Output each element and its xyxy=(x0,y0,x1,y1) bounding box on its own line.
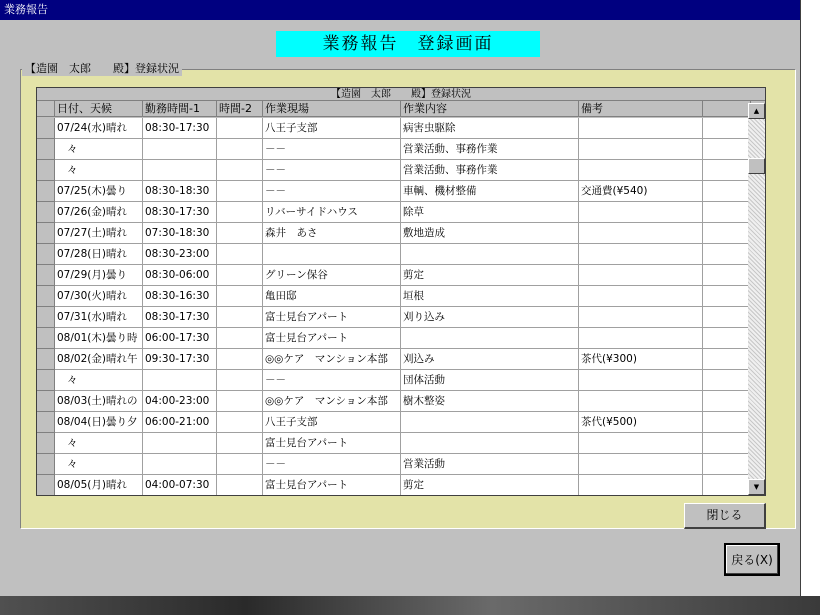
row-work-content-cell[interactable]: 営業活動、事務作業 xyxy=(401,139,579,160)
table-row[interactable] xyxy=(37,307,751,328)
row-work-site-cell[interactable]: 富士見台アパート xyxy=(263,475,401,496)
row-time-2-cell[interactable] xyxy=(217,370,263,391)
row-selector[interactable] xyxy=(37,433,55,454)
row-date-weather-cell[interactable]: 々 xyxy=(55,433,143,454)
row-selector[interactable] xyxy=(37,286,55,307)
row-work-time-1-cell[interactable]: 04:00-23:00 xyxy=(143,391,217,412)
row-selector[interactable] xyxy=(37,412,55,433)
column-header-blank xyxy=(703,101,751,117)
row-time-2-cell[interactable] xyxy=(217,454,263,475)
row-remarks-cell[interactable] xyxy=(579,433,703,454)
row-remarks-cell[interactable] xyxy=(579,265,703,286)
row-date-weather-cell[interactable]: 07/30(火)晴れ xyxy=(55,286,143,307)
desktop-background-right xyxy=(801,0,820,596)
report-grid[interactable] xyxy=(36,87,766,496)
row-blank-cell xyxy=(703,412,751,433)
row-date-weather-cell[interactable]: 07/28(日)晴れ xyxy=(55,244,143,265)
row-date-weather-cell[interactable]: 07/26(金)晴れ xyxy=(55,202,143,223)
group-label: 【造園 太郎 殿】登録状況 xyxy=(22,62,182,76)
row-remarks-cell[interactable]: 茶代(¥300) xyxy=(579,349,703,370)
row-date-weather-cell[interactable]: 々 xyxy=(55,454,143,475)
back-button[interactable]: 戻る(X) xyxy=(724,543,780,576)
row-work-time-1-cell[interactable]: 07:30-18:30 xyxy=(143,223,217,244)
row-time-2-cell[interactable] xyxy=(217,265,263,286)
row-date-weather-cell[interactable]: 08/02(金)晴れ午 xyxy=(55,349,143,370)
row-remarks-cell[interactable] xyxy=(579,118,703,139)
row-blank-cell xyxy=(703,265,751,286)
row-blank-cell xyxy=(703,454,751,475)
scrollbar-thumb[interactable] xyxy=(748,158,765,174)
row-work-site-cell[interactable]: 森井 あさ xyxy=(263,223,401,244)
row-blank-cell xyxy=(703,475,751,496)
row-blank-cell xyxy=(703,244,751,265)
row-time-2-cell[interactable] xyxy=(217,244,263,265)
row-work-site-cell[interactable]: 富士見台アパート xyxy=(263,433,401,454)
row-work-time-1-cell[interactable]: 08:30-17:30 xyxy=(143,307,217,328)
row-blank-cell xyxy=(703,286,751,307)
row-time-2-cell[interactable] xyxy=(217,202,263,223)
grid-caption: 【造園 太郎 殿】登録状況 xyxy=(37,88,765,101)
row-work-content-cell[interactable]: 営業活動 xyxy=(401,454,579,475)
row-work-content-cell[interactable]: 垣根 xyxy=(401,286,579,307)
row-time-2-cell[interactable] xyxy=(217,475,263,496)
row-work-site-cell[interactable]: －－ xyxy=(263,160,401,181)
row-selector[interactable] xyxy=(37,118,55,139)
table-row[interactable] xyxy=(37,433,751,454)
row-blank-cell xyxy=(703,349,751,370)
row-selector[interactable] xyxy=(37,391,55,412)
row-work-content-cell[interactable]: 刈り込み xyxy=(401,307,579,328)
row-work-content-cell[interactable]: 車輌、機材整備 xyxy=(401,181,579,202)
row-work-time-1-cell[interactable]: 04:00-07:30 xyxy=(143,475,217,496)
table-row[interactable] xyxy=(37,475,751,496)
row-time-2-cell[interactable] xyxy=(217,160,263,181)
row-remarks-cell[interactable] xyxy=(579,454,703,475)
table-row[interactable] xyxy=(37,160,751,181)
row-work-content-cell[interactable]: 敷地造成 xyxy=(401,223,579,244)
row-selector[interactable] xyxy=(37,349,55,370)
vertical-scrollbar[interactable] xyxy=(748,103,765,495)
row-remarks-cell[interactable] xyxy=(579,139,703,160)
row-work-time-1-cell[interactable] xyxy=(143,433,217,454)
row-time-2-cell[interactable] xyxy=(217,223,263,244)
row-blank-cell xyxy=(703,202,751,223)
row-remarks-cell[interactable] xyxy=(579,160,703,181)
table-row[interactable] xyxy=(37,349,751,370)
row-work-content-cell[interactable]: 樹木整姿 xyxy=(401,391,579,412)
row-date-weather-cell[interactable]: 08/03(土)晴れの xyxy=(55,391,143,412)
row-selector[interactable] xyxy=(37,181,55,202)
row-work-site-cell[interactable]: －－ xyxy=(263,370,401,391)
row-time-2-cell[interactable] xyxy=(217,181,263,202)
row-time-2-cell[interactable] xyxy=(217,328,263,349)
row-work-content-cell[interactable]: 剪定 xyxy=(401,265,579,286)
row-selector[interactable] xyxy=(37,202,55,223)
row-selector[interactable] xyxy=(37,160,55,181)
row-remarks-cell[interactable]: 茶代(¥500) xyxy=(579,412,703,433)
column-header-remarks[interactable]: 備考 xyxy=(579,101,703,117)
row-work-content-cell[interactable]: 刈込み xyxy=(401,349,579,370)
row-blank-cell xyxy=(703,307,751,328)
grid-header-row xyxy=(37,101,751,117)
row-time-2-cell[interactable] xyxy=(217,139,263,160)
row-blank-cell xyxy=(703,391,751,412)
row-work-content-cell[interactable]: 病害虫駆除 xyxy=(401,118,579,139)
row-time-2-cell[interactable] xyxy=(217,433,263,454)
table-row[interactable] xyxy=(37,265,751,286)
row-work-content-cell[interactable] xyxy=(401,433,579,454)
row-work-time-1-cell[interactable]: 08:30-17:30 xyxy=(143,202,217,223)
row-date-weather-cell[interactable]: 07/29(月)曇り xyxy=(55,265,143,286)
row-work-time-1-cell[interactable]: 08:30-16:30 xyxy=(143,286,217,307)
row-work-site-cell[interactable]: －－ xyxy=(263,139,401,160)
row-date-weather-cell[interactable]: 08/05(月)晴れ xyxy=(55,475,143,496)
row-work-site-cell[interactable]: －－ xyxy=(263,454,401,475)
row-work-time-1-cell[interactable]: 08:30-17:30 xyxy=(143,118,217,139)
row-work-site-cell[interactable]: 亀田邸 xyxy=(263,286,401,307)
row-work-site-cell[interactable]: ◎◎ケア マンション本部 xyxy=(263,391,401,412)
scroll-up-arrow-icon[interactable]: ▲ xyxy=(748,103,765,119)
row-time-2-cell[interactable] xyxy=(217,118,263,139)
row-date-weather-cell[interactable]: 々 xyxy=(55,139,143,160)
row-blank-cell xyxy=(703,181,751,202)
column-header-time-2[interactable]: 時間-2 xyxy=(217,101,263,117)
table-row[interactable] xyxy=(37,370,751,391)
row-selector[interactable] xyxy=(37,328,55,349)
row-date-weather-cell[interactable]: 08/04(日)曇り夕 xyxy=(55,412,143,433)
row-blank-cell xyxy=(703,139,751,160)
table-row[interactable] xyxy=(37,412,751,433)
row-selector[interactable] xyxy=(37,370,55,391)
row-work-site-cell[interactable]: グリーン保谷 xyxy=(263,265,401,286)
row-selector[interactable] xyxy=(37,265,55,286)
row-remarks-cell[interactable] xyxy=(579,307,703,328)
row-work-content-cell[interactable] xyxy=(401,244,579,265)
row-work-site-cell[interactable]: 富士見台アパート xyxy=(263,307,401,328)
row-remarks-cell[interactable] xyxy=(579,475,703,496)
table-row[interactable] xyxy=(37,391,751,412)
row-work-content-cell[interactable] xyxy=(401,412,579,433)
row-selector[interactable] xyxy=(37,139,55,160)
row-blank-cell xyxy=(703,160,751,181)
table-row[interactable] xyxy=(37,139,751,160)
row-work-content-cell[interactable]: 除草 xyxy=(401,202,579,223)
row-remarks-cell[interactable] xyxy=(579,202,703,223)
row-selector[interactable] xyxy=(37,223,55,244)
row-selector[interactable] xyxy=(37,307,55,328)
window-titlebar: 業務報告 xyxy=(0,0,800,20)
row-work-time-1-cell[interactable] xyxy=(143,454,217,475)
column-header-date-weather[interactable]: 日付、天候 xyxy=(55,101,143,117)
row-work-time-1-cell[interactable]: 08:30-06:00 xyxy=(143,265,217,286)
row-work-content-cell[interactable]: 剪定 xyxy=(401,475,579,496)
table-row[interactable] xyxy=(37,244,751,265)
column-header-work-site[interactable]: 作業現場 xyxy=(263,101,401,117)
table-row[interactable] xyxy=(37,223,751,244)
row-work-content-cell[interactable]: 団体活動 xyxy=(401,370,579,391)
row-work-site-cell[interactable]: 八王子支部 xyxy=(263,118,401,139)
row-time-2-cell[interactable] xyxy=(217,349,263,370)
table-row[interactable] xyxy=(37,454,751,475)
row-work-site-cell[interactable]: －－ xyxy=(263,181,401,202)
row-remarks-cell[interactable] xyxy=(579,391,703,412)
scroll-down-arrow-icon[interactable]: ▼ xyxy=(748,479,765,495)
row-blank-cell xyxy=(703,370,751,391)
row-remarks-cell[interactable] xyxy=(579,370,703,391)
row-work-time-1-cell[interactable]: 08:30-23:00 xyxy=(143,244,217,265)
row-blank-cell xyxy=(703,433,751,454)
row-date-weather-cell[interactable]: 08/01(木)曇り時 xyxy=(55,328,143,349)
column-header-work-time-1[interactable]: 勤務時間-1 xyxy=(143,101,217,117)
row-work-site-cell[interactable]: リバーサイドハウス xyxy=(263,202,401,223)
close-button[interactable]: 閉じる xyxy=(684,503,766,529)
row-work-time-1-cell[interactable] xyxy=(143,370,217,391)
row-remarks-cell[interactable]: 交通費(¥540) xyxy=(579,181,703,202)
row-time-2-cell[interactable] xyxy=(217,391,263,412)
row-work-time-1-cell[interactable] xyxy=(143,160,217,181)
row-date-weather-cell[interactable]: 07/27(土)晴れ xyxy=(55,223,143,244)
desktop-background xyxy=(0,596,820,615)
row-time-2-cell[interactable] xyxy=(217,286,263,307)
row-date-weather-cell[interactable]: 07/25(木)曇り xyxy=(55,181,143,202)
page-title-banner: 業務報告 登録画面 xyxy=(276,31,540,57)
row-blank-cell xyxy=(703,223,751,244)
row-date-weather-cell[interactable]: 々 xyxy=(55,160,143,181)
row-selector[interactable] xyxy=(37,244,55,265)
row-work-time-1-cell[interactable] xyxy=(143,139,217,160)
row-work-content-cell[interactable]: 営業活動、事務作業 xyxy=(401,160,579,181)
row-date-weather-cell[interactable]: 07/31(水)晴れ xyxy=(55,307,143,328)
row-remarks-cell[interactable] xyxy=(579,223,703,244)
row-remarks-cell[interactable] xyxy=(579,328,703,349)
row-time-2-cell[interactable] xyxy=(217,412,263,433)
row-work-time-1-cell[interactable]: 09:30-17:30 xyxy=(143,349,217,370)
table-row[interactable] xyxy=(37,181,751,202)
table-row[interactable] xyxy=(37,202,751,223)
row-date-weather-cell[interactable]: 々 xyxy=(55,370,143,391)
row-selector[interactable] xyxy=(37,454,55,475)
row-work-site-cell[interactable]: ◎◎ケア マンション本部 xyxy=(263,349,401,370)
row-blank-cell xyxy=(703,328,751,349)
table-row[interactable] xyxy=(37,328,751,349)
row-time-2-cell[interactable] xyxy=(217,307,263,328)
row-work-time-1-cell[interactable]: 06:00-21:00 xyxy=(143,412,217,433)
row-remarks-cell[interactable] xyxy=(579,244,703,265)
row-blank-cell xyxy=(703,118,751,139)
table-row[interactable] xyxy=(37,118,751,139)
row-work-site-cell[interactable] xyxy=(263,244,401,265)
row-work-content-cell[interactable] xyxy=(401,328,579,349)
grid-body xyxy=(37,118,751,496)
row-work-time-1-cell[interactable]: 08:30-18:30 xyxy=(143,181,217,202)
row-work-time-1-cell[interactable]: 06:00-17:30 xyxy=(143,328,217,349)
row-work-site-cell[interactable]: 八王子支部 xyxy=(263,412,401,433)
row-date-weather-cell[interactable]: 07/24(水)晴れ xyxy=(55,118,143,139)
row-selector[interactable] xyxy=(37,475,55,496)
row-work-site-cell[interactable]: 富士見台アパート xyxy=(263,328,401,349)
column-header-work-content[interactable]: 作業内容 xyxy=(401,101,579,117)
row-selector-header xyxy=(37,101,55,117)
row-remarks-cell[interactable] xyxy=(579,286,703,307)
table-row[interactable] xyxy=(37,286,751,307)
